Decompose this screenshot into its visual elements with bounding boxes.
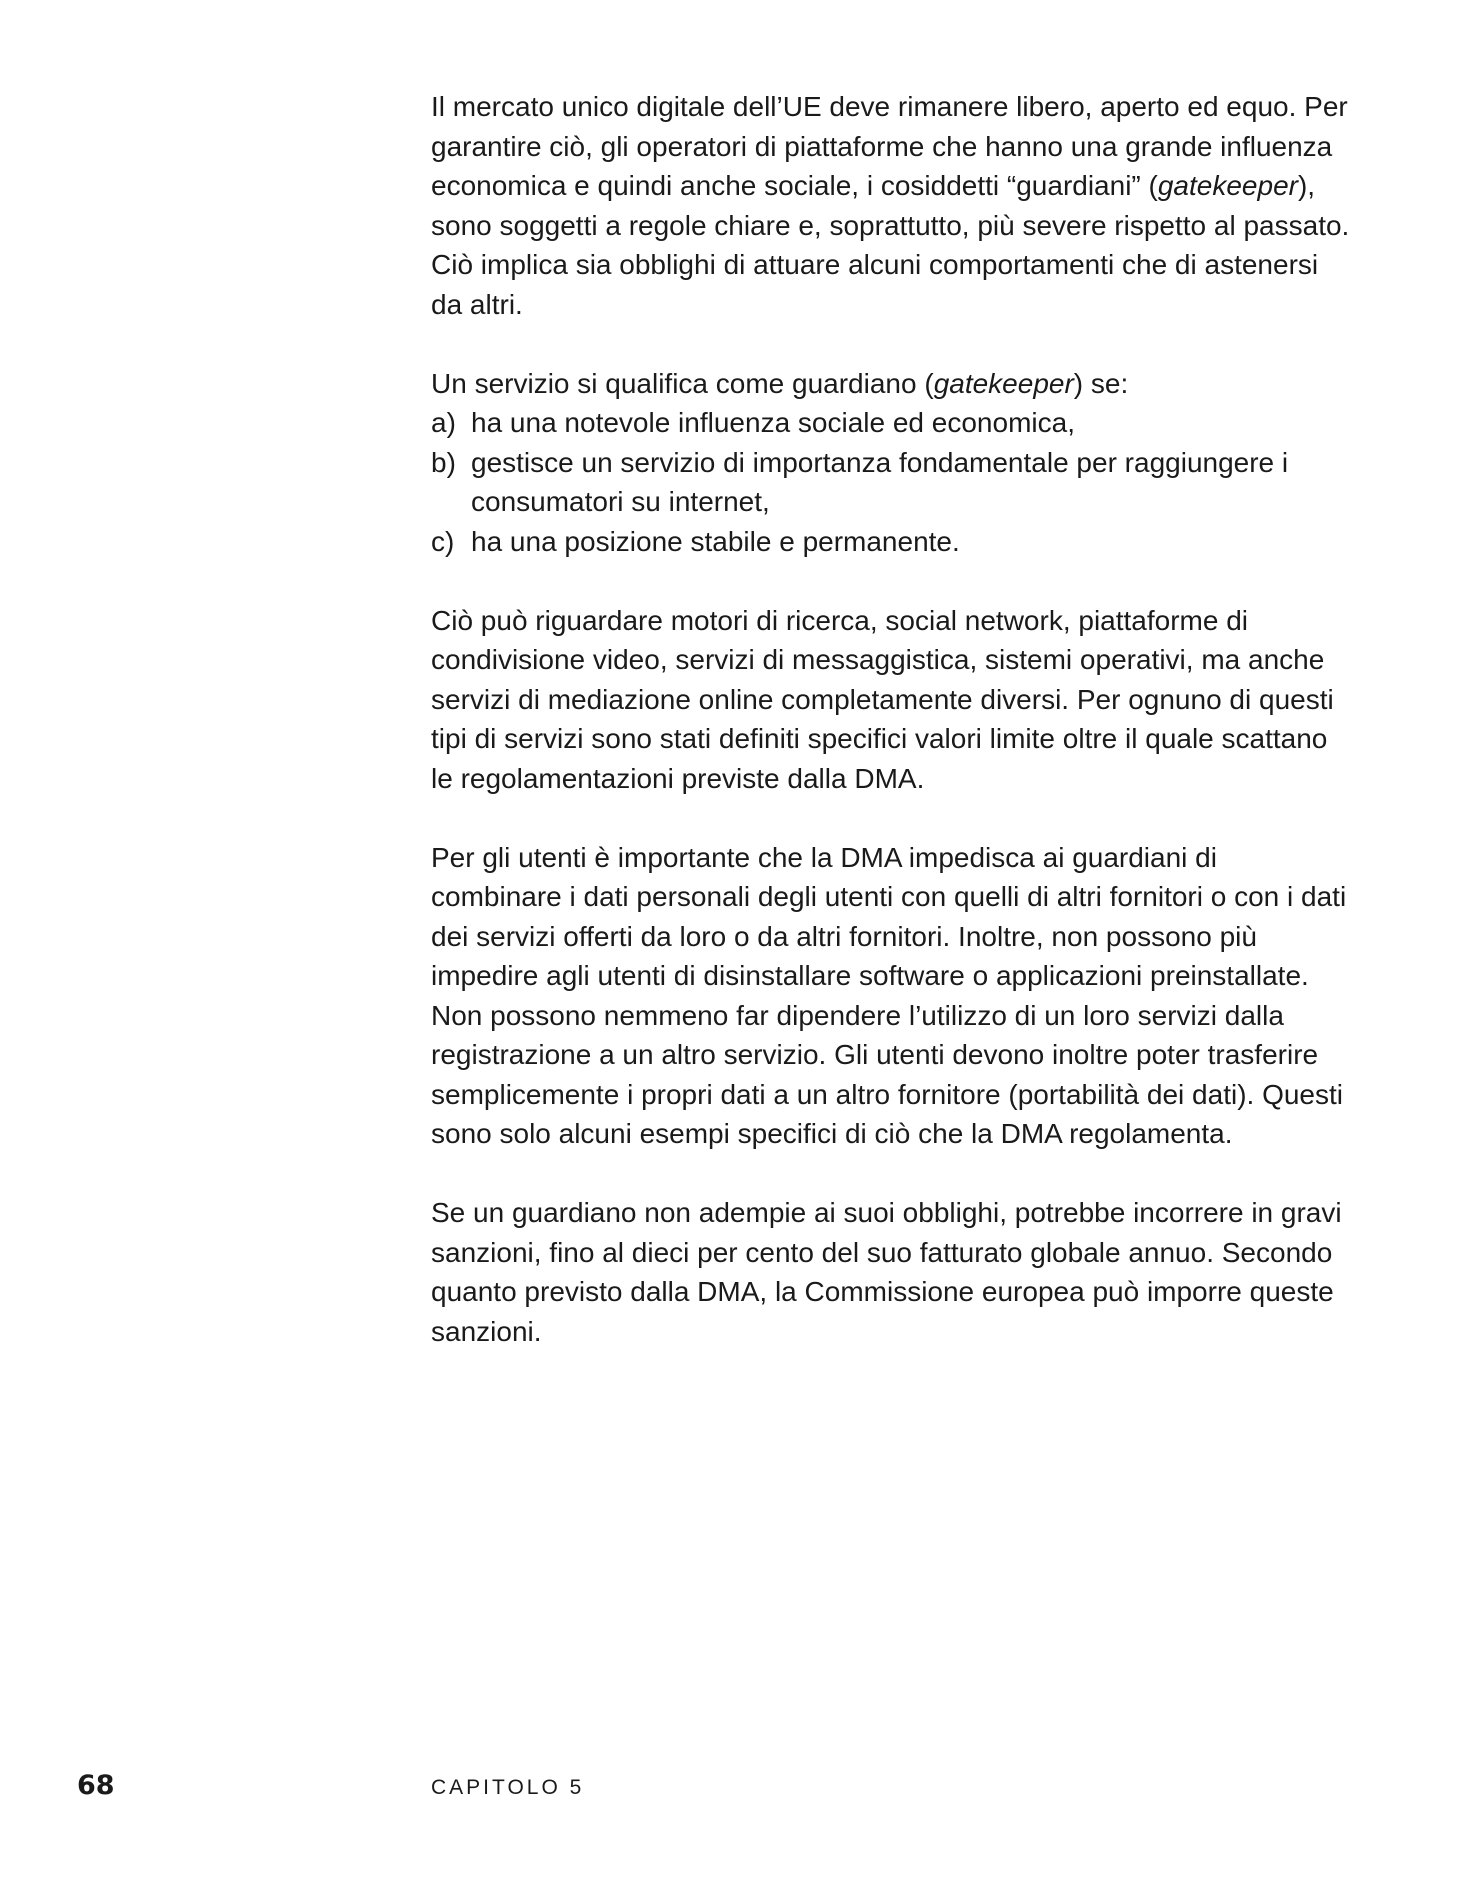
list-item <box>431 522 1351 562</box>
criteria-lead: Un servizio si qualifica come guardiano (gatekeeper) se: <box>431 367 1129 399</box>
list-item <box>431 443 1351 522</box>
paragraph-intro-text-a: Il mercato unico digitale dell’UE deve rimanere libero, aperto ed equo. Per garantire ciò, gli operatori di piattaforme che hanno una grande influenza economica e quindi anche sociale, i cosiddetti “guardiani” ( <box>431 91 1348 201</box>
gatekeeper-term: gatekeeper <box>933 367 1074 399</box>
criteria-list <box>431 403 1351 561</box>
list-text: ha una notevole influenza sociale ed economica, <box>471 407 1075 438</box>
main-text <box>431 87 1351 1351</box>
paragraph-services: Ciò può riguardare motori di ricerca, social network, piattaforme di condivisione video, servizi di messaggistica, sistemi operativi, ma anche servizi di mediazione online completamente diversi. Per ognuno di questi tipi di servizi sono stati definiti specifici valori limite oltre il quale scattano le regolamentazioni previste dalla DMA. <box>431 604 1334 794</box>
list-text: gestisce un servizio di importanza fondamentale per raggiungere i consumatori su internet, <box>471 446 1289 517</box>
list-marker: c) <box>431 525 455 557</box>
paragraph-intro <box>431 87 1351 324</box>
list-item <box>431 403 1351 443</box>
page-number: 68 <box>77 1770 115 1801</box>
paragraph-users: Per gli utenti è importante che la DMA impedisca ai guardiani di combinare i dati personali degli utenti con quelli di altri fornitori o con i dati dei servizi offerti da loro o da altri fornitori. Inoltre, non possono più impedire agli utenti di disinstallare software o applicazioni preinstallate. Non possono nemmeno far dipendere l’utilizzo di un loro servizi dalla registrazione a un altro servizio. Gli utenti devono inoltre poter trasferire semplicemente i propri dati a un altro fornitore (portabilità dei dati). Questi sono solo alcuni esempi specifici di ciò che la DMA regolamenta. <box>431 841 1347 1149</box>
paragraph-sanctions: Se un guardiano non adempie ai suoi obblighi, potrebbe incorrere in gravi sanzioni, fino al dieci per cento del suo fatturato globale annuo. Secondo quanto previsto dalla DMA, la Commissione europea può imporre queste sanzioni. <box>431 1197 1342 1347</box>
list-text: ha una posizione stabile e permanente. <box>471 525 960 557</box>
gatekeeper-term: gatekeeper <box>1157 170 1298 201</box>
chapter-label: CAPITOLO 5 <box>431 1776 585 1799</box>
paragraph-criteria <box>431 364 1351 562</box>
list-marker: b) <box>431 446 456 478</box>
paragraph-intro-text-b: ), sono soggetti a regole chiare e, soprattutto, più severe rispetto al passato. Ciò implica sia obblighi di attuare alcuni comportamenti che di astenersi da altri. <box>431 170 1350 320</box>
list-marker: a) <box>431 407 456 438</box>
